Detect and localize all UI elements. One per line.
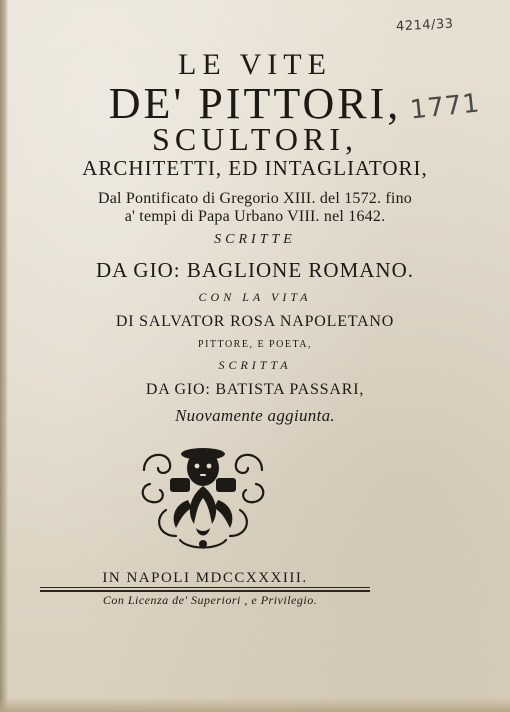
- author-name: DA GIO: BAGLIONE ROMANO.: [96, 258, 414, 282]
- subject-role: PITTORE, E POETA,: [198, 339, 312, 350]
- addition-note: Nuovamente aggiunta.: [175, 406, 335, 425]
- subtitle-line-1: Dal Pontificato di Gregorio XIII. del 1572. fino: [98, 190, 412, 207]
- handwritten-shelfmark: 4214/33: [396, 16, 455, 35]
- second-author-name: DA GIO: BATISTA PASSARI,: [145, 381, 365, 398]
- imprint-rule-thick: [40, 590, 370, 592]
- imprint-rule-thin: [40, 587, 370, 588]
- title-line-architetti: ARCHITETTI, ED INTAGLIATORI,: [82, 156, 428, 180]
- printers-ornament-mask-icon: [136, 440, 270, 554]
- imprint-licence: Con Licenza de' Superiori , e Privilegio.: [102, 593, 318, 607]
- title-line-scultori: SCULTORI,: [152, 121, 358, 157]
- title-line-le-vite: LE VITE: [178, 48, 332, 81]
- con-la-vita-label: CON LA VITA: [198, 290, 312, 304]
- scritta-label: SCRITTA: [218, 358, 292, 372]
- subtitle-line-2: a' tempi di Papa Urbano VIII. nel 1642.: [124, 208, 386, 225]
- handwritten-tally: 1771: [408, 88, 482, 126]
- subject-name: DI SALVATOR ROSA NAPOLETANO: [115, 313, 395, 330]
- scritte-label: SCRITTE: [214, 232, 296, 247]
- title-line-pittori: DE' PITTORI,: [108, 79, 402, 128]
- imprint-place: IN NAPOLI MDCCXXXIII.: [102, 570, 308, 586]
- page-edge-bottom: [0, 698, 510, 712]
